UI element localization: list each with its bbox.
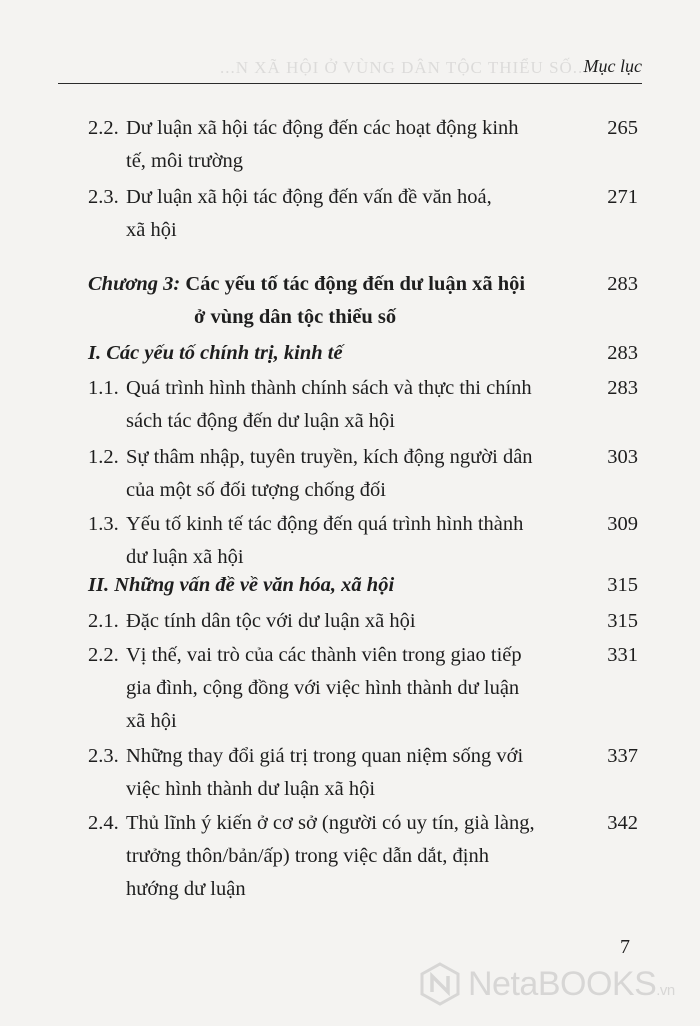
toc-page-number: 337 bbox=[607, 745, 638, 767]
toc-entry-line: việc hình thành dư luận xã hội bbox=[126, 778, 376, 800]
toc-page-number: 309 bbox=[607, 513, 638, 535]
toc-entry-line: Vị thế, vai trò của các thành viên trong giao tiếp bbox=[126, 644, 522, 666]
toc-entry-line: xã hội bbox=[126, 219, 177, 241]
toc-section-title: I. Các yếu tố chính trị, kinh tế bbox=[88, 342, 343, 364]
toc-entry-number: 1.1. bbox=[88, 377, 119, 399]
toc-page-number: 271 bbox=[607, 186, 638, 208]
toc-entry-line: tế, môi trường bbox=[126, 150, 244, 172]
toc-entry-line: gia đình, cộng đồng với việc hình thành dư luận bbox=[126, 677, 520, 699]
toc-entry-number: 2.1. bbox=[88, 610, 119, 632]
toc-entry-number: 2.3. bbox=[88, 745, 119, 767]
toc-page-number: 283 bbox=[607, 377, 638, 399]
toc-entry-number: 2.4. bbox=[88, 812, 119, 834]
toc-entry-line: hướng dư luận bbox=[126, 878, 246, 900]
watermark-brand: NetaBOOKS.vn bbox=[468, 964, 675, 1003]
show-through-text: ...N XÃ HỘI Ở VÙNG DÂN TỘC THIỂU SỐ... bbox=[220, 58, 589, 77]
toc-page-number: 283 bbox=[607, 342, 638, 364]
toc-entry-line: Sự thâm nhập, tuyên truyền, kích động người dân bbox=[126, 446, 533, 468]
toc-page-number: 331 bbox=[607, 644, 638, 666]
toc-entry bbox=[88, 372, 568, 438]
toc-entry-line: Yếu tố kinh tế tác động đến quá trình hình thành bbox=[126, 513, 524, 535]
toc-entry bbox=[88, 112, 568, 178]
toc-entry bbox=[88, 740, 568, 806]
toc-entry-number: 2.3. bbox=[88, 186, 119, 208]
toc-page-number: 315 bbox=[607, 574, 638, 596]
toc-entry-number: 2.2. bbox=[88, 117, 119, 139]
toc-entry bbox=[88, 508, 568, 574]
toc-entry-number: 1.3. bbox=[88, 513, 119, 535]
toc-chapter-title: Các yếu tố tác động đến dư luận xã hội bbox=[185, 273, 526, 295]
toc-entry bbox=[88, 441, 568, 507]
toc-entry bbox=[88, 639, 568, 738]
toc-entry-line: Dư luận xã hội tác động đến các hoạt động kinh bbox=[126, 117, 519, 139]
toc-entry-line: của một số đối tượng chống đối bbox=[126, 479, 386, 501]
running-head: Mục lục bbox=[583, 56, 642, 76]
header-rule bbox=[58, 83, 642, 84]
toc-section bbox=[88, 337, 568, 370]
toc-page-number: 303 bbox=[607, 446, 638, 468]
toc-entry-line: sách tác động đến dư luận xã hội bbox=[126, 410, 395, 432]
toc-page-number: 283 bbox=[607, 273, 638, 295]
folio-page-number: 7 bbox=[620, 936, 630, 958]
toc-entry-line: xã hội bbox=[126, 710, 177, 732]
toc-chapter-prefix: Chương 3: bbox=[88, 273, 181, 295]
toc-entry bbox=[88, 807, 568, 906]
watermark bbox=[418, 958, 688, 1010]
toc-chapter-title-line: ở vùng dân tộc thiểu số bbox=[194, 306, 397, 328]
toc-entry bbox=[88, 605, 568, 638]
toc-entry bbox=[88, 181, 568, 247]
toc-page-number: 265 bbox=[607, 117, 638, 139]
toc-entry-line: Dư luận xã hội tác động đến vấn đề văn hoá, bbox=[126, 186, 492, 208]
toc-entry-line: Đặc tính dân tộc với dư luận xã hội bbox=[126, 610, 416, 632]
toc-entry-line: trưởng thôn/bản/ấp) trong việc dẫn dắt, định bbox=[126, 845, 489, 867]
toc-entry-line: dư luận xã hội bbox=[126, 546, 244, 568]
toc-page-number: 315 bbox=[607, 610, 638, 632]
toc-entry-number: 2.2. bbox=[88, 644, 119, 666]
toc-section bbox=[88, 569, 568, 602]
toc-entry-line: Quá trình hình thành chính sách và thực thi chính bbox=[126, 377, 532, 399]
toc-entry-line: Thủ lĩnh ý kiến ở cơ sở (người có uy tín, già làng, bbox=[126, 812, 535, 834]
toc-entry-line: Những thay đổi giá trị trong quan niệm sống với bbox=[126, 745, 524, 767]
toc-page-number: 342 bbox=[607, 812, 638, 834]
netabooks-logo-icon bbox=[418, 962, 462, 1006]
toc-section-title: II. Những vấn đề về văn hóa, xã hội bbox=[88, 574, 395, 596]
toc-entry-number: 1.2. bbox=[88, 446, 119, 468]
toc-chapter bbox=[88, 268, 568, 334]
